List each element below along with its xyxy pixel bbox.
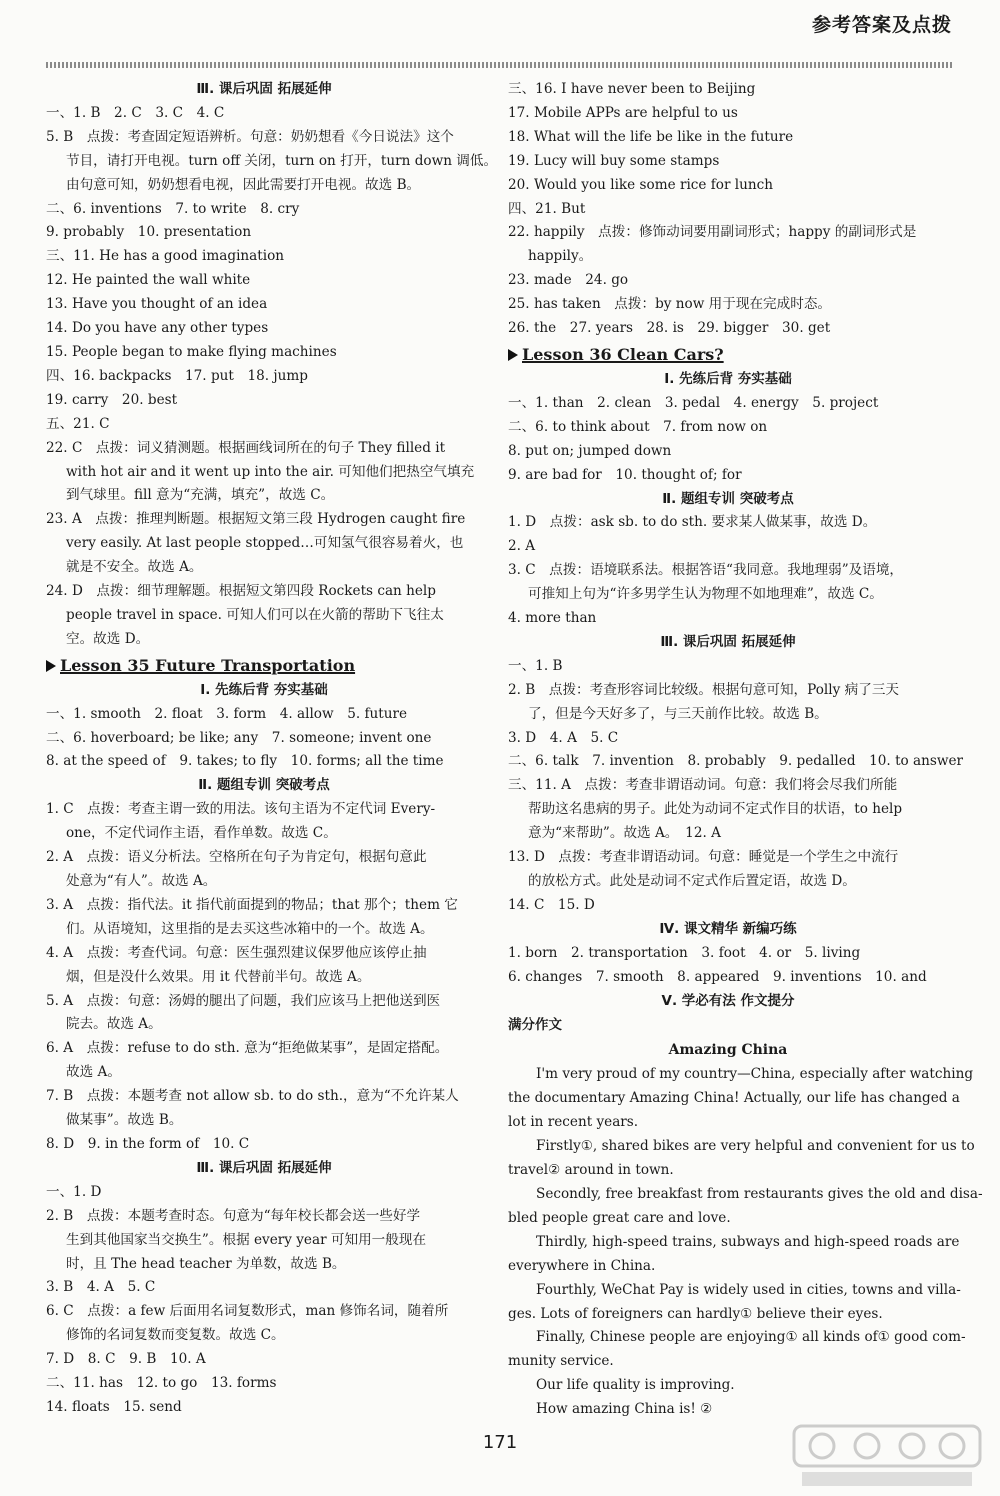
answer-line: 8. put on; jumped down [508,442,672,459]
section-heading: Ⅱ. 题组专训 突破考点 [198,777,330,794]
answer-line: 1. D 点拨：ask sb. to do sth. 要求某人做某事，故选 D。 [508,514,877,531]
answer-line: 故选 A。 [66,1064,121,1081]
page-number: 171 [482,1432,518,1453]
answer-line: 修饰的名词复数而变复数。故选 C。 [66,1327,285,1344]
answer-line: 20. Would you like some rice for lunch [508,176,774,193]
answer-line: one，不定代词作主语，看作单数。故选 C。 [66,825,337,842]
answer-line: 6. A 点拨：refuse to do sth. 意为“拒绝做某事”，是固定搭配。 [46,1040,449,1057]
header-divider [46,62,952,68]
answer-line: 12. He painted the wall white [46,272,251,289]
section-heading: Ⅲ. 课后巩固 拓展延伸 [196,81,332,97]
answer-line: bled people great care and love. [508,1209,731,1226]
lesson-title: Lesson 36 Clean Cars? [522,344,724,364]
answer-line: 的放松方式。此处是动词不定式作后置定语，故选 D。 [528,873,856,889]
lesson-heading [46,652,482,679]
answer-line: everywhere in China. [508,1257,656,1274]
answer-line: 3. C 点拨：语境联系法。根据答语“我同意。我地理弱”及语境， [508,562,904,579]
essay-line: Our life quality is improving. [536,1377,735,1394]
section-heading: Ⅲ. 课后巩固 拓展延伸 [660,633,796,650]
answer-line: ges. Lots of foreigners can hardly① believe their eyes. [508,1305,883,1322]
answer-line: 3. A 点拨：指代法。it 指代前面提到的物品；that 那个；them 它 [46,896,458,913]
answer-line: 1. born 2. transportation 3. foot 4. or 5. living [508,944,861,961]
answer-line: 23. A 点拨：推理判断题。根据短文第三段 Hydrogen caught fire [46,511,466,528]
answer-line: 处意为“有人”。故选 A。 [66,873,217,889]
answer-line: 5. B 点拨：考查固定短语辨析。句意：奶奶想看《今日说法》这个 [46,128,454,145]
answer-line: 节目，请打开电视。turn off 关闭，turn on 打开，turn down 调低。 [66,152,498,169]
essay-line: How amazing China is! ② [536,1401,713,1418]
answer-line: 做某事”。故选 B。 [66,1112,183,1129]
answer-line: 烟，但是没什么效果。用 it 代替前半句。故选 A。 [66,968,371,985]
answer-line: 1. C 点拨：考查主谓一致的用法。该句主语为不定代词 Every- [46,801,436,818]
answer-line: 四、21. But [508,200,586,217]
answer-line: travel② around in town. [508,1162,674,1179]
answer-line: people travel in space. 可知人们可以在火箭的帮助下飞往太 [66,606,444,623]
triangle-bullet-icon [508,349,518,361]
answer-line: 三、16. I have never been to Beijing [508,81,756,97]
answer-line: 们。从语境知，这里指的是去买这些冰箱中的一个。故选 A。 [66,920,434,937]
answer-line: 25. has taken 点拨：by now 用于现在完成时态。 [508,296,832,313]
answer-line: 24. D 点拨：细节理解题。根据短文第四段 Rockets can help [46,583,436,600]
answer-line: the documentary Amazing China! Actually, our life has changed a [508,1090,960,1107]
answer-line: 14. Do you have any other types [46,320,269,337]
section-heading: Ⅳ. 课文精华 新编巧练 [659,920,797,937]
answer-line: 5. A 点拨：句意：汤姆的腿出了问题，我们应该马上把他送到医 [46,992,441,1009]
answer-line: 二、11. has 12. to go 13. forms [46,1375,277,1392]
answer-line: 7. D 8. C 9. B 10. A [46,1351,206,1368]
answer-line: 五、21. C [46,415,110,432]
answer-line: 可推知上句为“许多男学生认为物理不如地理难”，故选 C。 [528,586,883,603]
answer-line: munity service. [508,1353,614,1370]
answer-line: 22. C 点拨：词义猜测题。根据画线词所在的句子 They filled it [46,439,446,456]
answer-line: 空。故选 D。 [66,630,150,647]
answer-line: 26. the 27. years 28. is 29. bigger 30. get [508,320,831,337]
answer-line: 一、1. than 2. clean 3. pedal 4. energy 5. project [508,394,879,411]
section-heading: Ⅱ. 题组专训 突破考点 [662,490,794,507]
answer-line: very easily. At last people stopped…可知氢气很容易着火，也 [66,535,464,552]
answer-line: 二、6. talk 7. invention 8. probably 9. pedalled 10. to answer [508,753,964,770]
section-heading: Ⅰ. 先练后背 夯实基础 [664,370,792,387]
answer-line: 四、16. backpacks 17. put 18. jump [46,367,308,384]
answer-line: with hot air and it went up into the air. 可知他们把热空气填充 [66,463,475,480]
answer-line: 三、11. He has a good imagination [46,248,285,265]
answer-line: 15. People began to make flying machines [46,343,337,360]
section-heading: Ⅰ. 先练后背 夯实基础 [200,681,328,698]
watermark-logo-icon [792,1422,982,1490]
answer-line: 6. C 点拨：a few 后面用名词复数形式，man 修饰名词，随着所 [46,1303,449,1320]
answer-line: 14. C 15. D [508,896,595,913]
answer-line: 13. D 点拨：考查非谓语动词。句意：睡觉是一个学生之中流行 [508,849,899,866]
answer-line: 一、1. smooth 2. float 3. form 4. allow 5. future [46,705,408,722]
essay-line: Finally, Chinese people are enjoying① all kinds of① good com- [536,1329,966,1346]
answer-line: 4. more than [508,610,597,627]
answer-line: 3. D 4. A 5. C [508,729,619,746]
answer-line: 帮助这名患病的男子。此处为动词不定式作目的状语，to help [528,801,903,818]
essay-title: Amazing China [668,1042,788,1059]
answer-line: 22. happily 点拨：修饰动词要用副词形式；happy 的副词形式是 [508,224,917,241]
left-column [46,78,498,1420]
answer-line: 时，且 The head teacher 为单数，故选 B。 [66,1255,346,1272]
answer-line: 2. A 点拨：语义分析法。空格所在句子为肯定句，根据句意此 [46,849,427,866]
answer-line: 8. at the speed of 9. takes; to fly 10. forms; all the time [46,753,444,770]
answer-line: 就是不安全。故选 A。 [66,559,203,576]
answer-line: 由句意可知，奶奶想看电视，因此需要打开电视。故选 B。 [66,176,421,193]
answer-line: 一、1. B [508,657,563,674]
essay-line: Firstly①, shared bikes are very helpful and convenient for us to [536,1138,975,1155]
lesson-title: Lesson 35 Future Transportation [60,655,356,675]
answer-line: 17. Mobile APPs are helpful to us [508,104,738,121]
answer-line: 13. Have you thought of an idea [46,296,268,313]
answer-line: 7. B 点拨：本题考查 not allow sb. to do sth.，意为“不允许某人 [46,1088,459,1105]
answer-line: 2. B 点拨：考查形容词比较级。根据句意可知，Polly 病了三天 [508,681,900,698]
answer-line: happily。 [528,248,593,265]
answer-line: 二、6. inventions 7. to write 8. cry [46,200,300,217]
answer-line: 二、6. to think about 7. from now on [508,418,768,435]
right-column [508,78,983,1422]
answer-line: 二、6. hoverboard; be like; any 7. someone; invent one [46,729,432,746]
answer-line: 19. carry 20. best [46,391,178,408]
essay-line: Fourthly, WeChat Pay is widely used in cities, towns and villa- [536,1281,961,1298]
answer-line: 3. B 4. A 5. C [46,1279,156,1296]
answer-line: 14. floats 15. send [46,1398,182,1415]
triangle-bullet-icon [46,660,56,672]
answer-line: 2. B 点拨：本题考查时态。句意为“每年校长都会送一些好学 [46,1207,421,1224]
answer-line: 18. What will the life be like in the future [508,128,794,145]
answer-line: 9. are bad for 10. thought of; for [508,466,742,483]
answer-line: 23. made 24. go [508,272,629,289]
answer-line: 一、1. B 2. C 3. C 4. C [46,104,225,121]
lesson-heading [508,341,948,368]
answer-line: 4. A 点拨：考查代词。句意：医生强烈建议保罗他应该停止抽 [46,944,427,961]
essay-label: 满分作文 [508,1017,562,1034]
page-header-title: 参考答案及点拨 [811,14,952,36]
answer-line: 生到其他国家当交换生”。根据 every year 可知用一般现在 [66,1231,427,1248]
answer-line: 意为“来帮助”。故选 A。 12. A [528,825,721,842]
answer-line: 6. changes 7. smooth 8. appeared 9. inventions 10. and [508,968,927,985]
section-heading: Ⅲ. 课后巩固 拓展延伸 [196,1159,332,1176]
essay-line: Secondly, free breakfast from restaurants gives the old and disa- [536,1185,983,1202]
answer-line: lot in recent years. [508,1114,639,1131]
section-heading: Ⅴ. 学必有法 作文提分 [661,992,795,1009]
answer-line: 2. A [508,538,536,555]
answer-line: 了，但是今天好多了，与三天前作比较。故选 B。 [528,705,828,722]
answer-line: 一、1. D [46,1183,102,1200]
answer-line: 9. probably 10. presentation [46,224,252,241]
essay-line: Thirdly, high-speed trains, subways and high-speed roads are [536,1233,960,1250]
answer-line: 三、11. A 点拨：考查非谓语动词。句意：我们将会尽我们所能 [508,777,898,794]
answer-line: 院去。故选 A。 [66,1016,162,1033]
answer-line: 19. Lucy will buy some stamps [508,152,720,169]
answer-line: 8. D 9. in the form of 10. C [46,1135,250,1152]
answer-line: 到气球里。fill 意为“充满，填充”，故选 C。 [66,487,335,504]
essay-line: I'm very proud of my country—China, especially after watching [536,1066,974,1083]
